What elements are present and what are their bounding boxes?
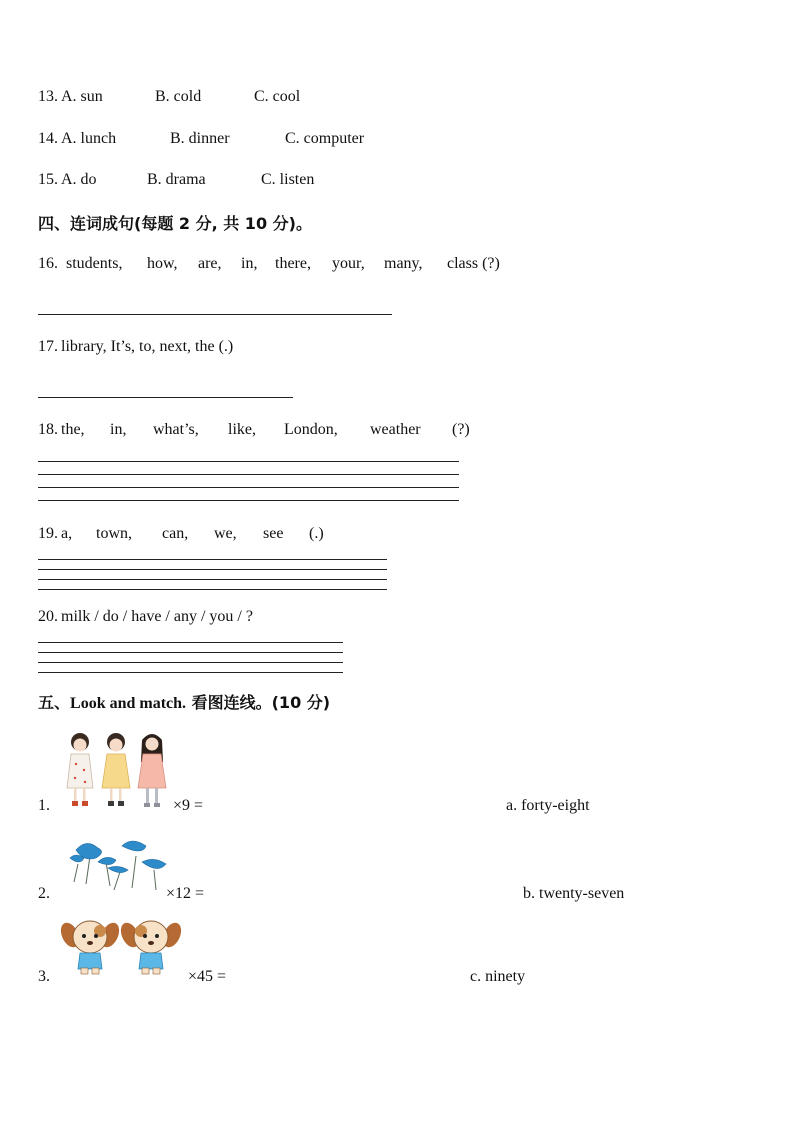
sentence-16-word: students, bbox=[66, 255, 123, 272]
sentence-18-word: in, bbox=[110, 421, 127, 438]
section-4-title: 四、连词成句(每题 2 分, 共 10 分)。 bbox=[38, 214, 312, 233]
answer-a[interactable]: a. forty-eight bbox=[506, 797, 590, 814]
sentence-16-word: your, bbox=[332, 255, 365, 272]
sentence-18-word: London, bbox=[284, 421, 338, 438]
sentence-19-number: 19. bbox=[38, 525, 58, 542]
question-15-option-b: B. drama bbox=[147, 171, 206, 188]
answer-line-19[interactable] bbox=[38, 559, 387, 560]
sentence-18-word: like, bbox=[228, 421, 256, 438]
question-13-option-a: A. sun bbox=[61, 88, 103, 105]
sentence-18-word: the, bbox=[61, 421, 85, 438]
puppy-1 bbox=[60, 920, 123, 974]
sentence-16-word: in, bbox=[241, 255, 258, 272]
question-14-option-b: B. dinner bbox=[170, 130, 230, 147]
match-1-number: 1. bbox=[38, 797, 50, 814]
question-13-option-b: B. cold bbox=[155, 88, 202, 105]
sentence-16-word: are, bbox=[198, 255, 222, 272]
sentence-16-word: class (?) bbox=[447, 255, 500, 272]
sentence-19-word: a, bbox=[61, 525, 73, 542]
sentence-19-word: can, bbox=[162, 525, 189, 542]
flower-icon bbox=[108, 866, 128, 872]
answer-line-18[interactable] bbox=[38, 461, 459, 462]
answer-line-20[interactable] bbox=[38, 642, 343, 643]
match-1-expression: ×9 = bbox=[173, 797, 204, 814]
six-blue-flowers-picture bbox=[66, 834, 171, 892]
question-13-number: 13. bbox=[38, 88, 58, 105]
section-5-prefix: 五、 bbox=[38, 693, 71, 712]
sentence-16-word: many, bbox=[384, 255, 423, 272]
section-5-suffix: 看图连线。(10 分) bbox=[186, 693, 331, 712]
sentence-16-number: 16. bbox=[38, 255, 58, 272]
question-13-option-c: C. cool bbox=[254, 88, 301, 105]
sentence-18-word: what’s, bbox=[153, 421, 199, 438]
sentence-16-word: how, bbox=[147, 255, 178, 272]
answer-line-16[interactable] bbox=[38, 314, 392, 315]
match-2-expression: ×12 = bbox=[166, 885, 205, 902]
question-15-option-a: A. do bbox=[61, 171, 97, 188]
sentence-16-word: there, bbox=[275, 255, 311, 272]
answer-line-20[interactable] bbox=[38, 662, 343, 663]
sentence-19-word: town, bbox=[96, 525, 132, 542]
sentence-20-number: 20. bbox=[38, 608, 58, 625]
sentence-19-word: we, bbox=[214, 525, 237, 542]
answer-line-19[interactable] bbox=[38, 579, 387, 580]
puppy-2 bbox=[117, 920, 184, 974]
section-5-english-title: Look and match. bbox=[70, 695, 187, 712]
two-puppies-picture bbox=[60, 915, 188, 981]
question-14-option-a: A. lunch bbox=[61, 130, 117, 147]
sentence-18-number: 18. bbox=[38, 421, 58, 438]
sentence-18-word: (?) bbox=[452, 421, 470, 438]
answer-b[interactable]: b. twenty-seven bbox=[523, 885, 625, 902]
girl-1 bbox=[67, 733, 93, 806]
question-15-number: 15. bbox=[38, 171, 58, 188]
question-14-option-c: C. computer bbox=[285, 130, 365, 147]
answer-line-17[interactable] bbox=[38, 397, 293, 398]
sentence-19-word: see bbox=[263, 525, 284, 542]
answer-line-18[interactable] bbox=[38, 487, 459, 488]
sentence-17-words: library, It’s, to, next, the (.) bbox=[61, 338, 234, 355]
sentence-18-word: weather bbox=[370, 421, 421, 438]
flower-icon bbox=[142, 859, 166, 868]
girl-2 bbox=[102, 733, 130, 806]
match-3-number: 3. bbox=[38, 968, 50, 985]
section-5-title bbox=[38, 690, 330, 713]
match-2-number: 2. bbox=[38, 885, 50, 902]
question-15-option-c: C. listen bbox=[261, 171, 315, 188]
flower-icon bbox=[98, 857, 116, 864]
answer-line-19[interactable] bbox=[38, 589, 387, 590]
answer-line-20[interactable] bbox=[38, 672, 343, 673]
sentence-20-words: milk / do / have / any / you / ? bbox=[61, 608, 253, 625]
answer-line-20[interactable] bbox=[38, 652, 343, 653]
three-girls-picture bbox=[62, 730, 172, 812]
answer-line-18[interactable] bbox=[38, 500, 459, 501]
answer-line-19[interactable] bbox=[38, 569, 387, 570]
answer-line-18[interactable] bbox=[38, 474, 459, 475]
sentence-19-word: (.) bbox=[309, 525, 324, 542]
answer-c[interactable]: c. ninety bbox=[470, 968, 526, 985]
question-14-number: 14. bbox=[38, 130, 58, 147]
flower-icon bbox=[122, 841, 146, 851]
girl-3 bbox=[138, 734, 166, 807]
sentence-17-number: 17. bbox=[38, 338, 58, 355]
match-3-expression: ×45 = bbox=[188, 968, 227, 985]
